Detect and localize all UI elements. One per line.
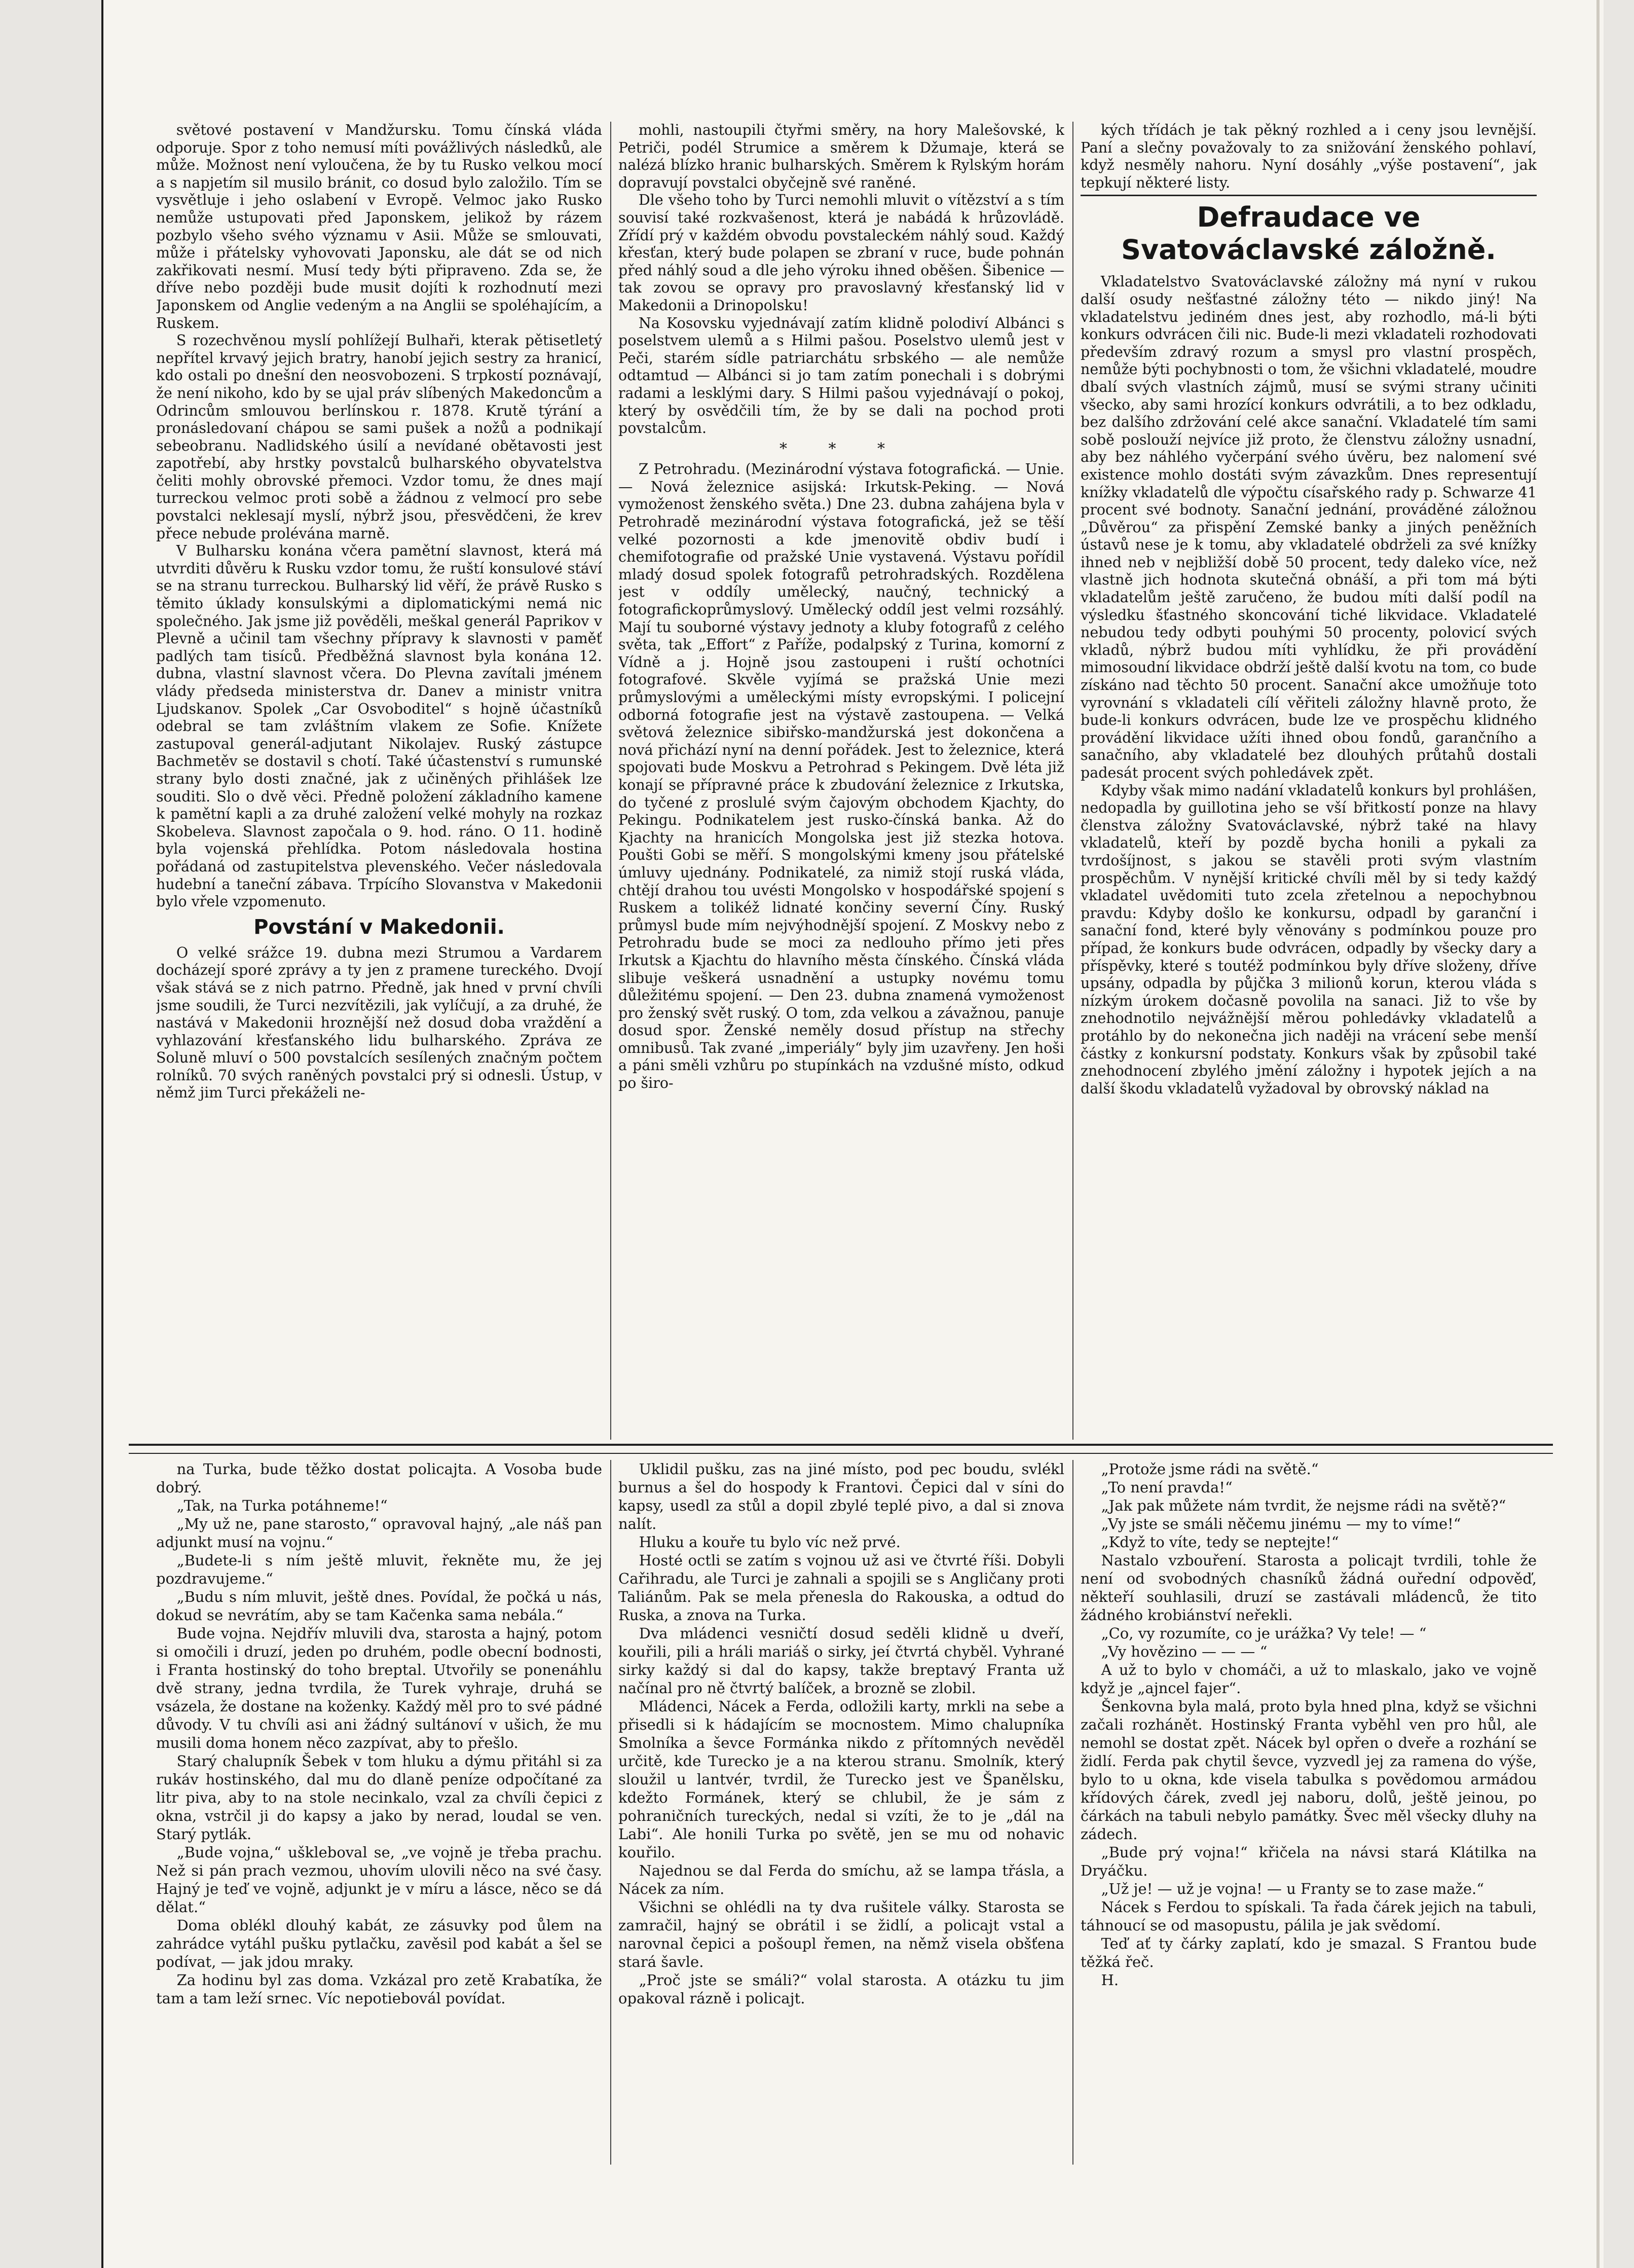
upper-column-1 — [156, 122, 602, 1442]
paragraph: Nácek s Ferdou to spískali. Ta řada čárek jejich na tabuli, táhnoucí se od masopustu, pálila je jak svědomí. — [1081, 1898, 1537, 1934]
feuilleton-column-2 — [618, 1460, 1064, 2165]
column-divider — [1072, 1460, 1073, 2165]
paragraph: „Jak pak můžete nám tvrdit, že nejsme rádi na světě?“ — [1101, 1497, 1506, 1514]
paragraph: Hosté octli se zatím s vojnou už asi ve čtvrté říši. Dobyli Cařihradu, ale Turci je zahnali a spojili se s Angličany proti Taliánům. Pak se mela přenesla do Rakouska, a odtud do Ruska, a znova na Turka. — [618, 1552, 1064, 1624]
paragraph: Najednou se dal Ferda do smíchu, až se lampa třásla, a Nácek za ním. — [618, 1862, 1064, 1897]
paragraph: na Turka, bude těžko dostat policajta. A Vosoba bude dobrý. — [156, 1460, 602, 1496]
paragraph: Všichni se ohlédli na ty dva rušitele války. Starosta se zamračil, hajný se obrátil i se židlí, a policajt vstal a narovnal čepici a pošoupl řemen, na němž visela obšťena stará šavle. — [618, 1898, 1064, 1970]
paragraph: „Budete-li s ním ještě mluvit, řekněte mu, že jej pozdravujeme.“ — [156, 1552, 602, 1587]
paragraph: Za hodinu byl zas doma. Vzkázal pro zetě Krabatíka, že tam a tam leží srnec. Víc nepotiebovál povídat. — [156, 1971, 602, 2007]
paragraph: „Už je! — už je vojna! — u Franty se to zase maže.“ — [1101, 1880, 1484, 1897]
column-divider — [1072, 122, 1073, 1440]
paragraph: světové postavení v Mandžursku. Tomu čínská vláda odporuje. Spor z toho nemusí míti povážlivých následků, ale může. Možnost není vyloučena, že by tu Rusko velkou mocí a s napjetím sil musilo bránit, co dosud bylo založilo. Tím se vysvětluje i jeho oslabení v Evropě. Velmoc jako Rusko nemůže ustupovati před Japonskem, jelikož by rázem pozbylo všeho svého významu v Asii. Může se smlouvati, může i přátelsky vyhovovati Japonsku, ale dát se od nich zakřikovati nesmí. Musí tedy býti připraveno. Zda se, že dříve nebo později bude musit dojíti k rozhodnutí mezi Japonskem od Anglie vedeným a na Anglii se spoléhajícím, a Ruskem. — [156, 122, 602, 332]
paragraph: Kdyby však mimo nadání vkladatelů konkurs byl prohlášen, nedopadla by guillotina jeho se vší břitkostí ponze na hlavy členstva záložny Svatováclavské, nýbrž také na hlavy vkladatelů, kteří by pozdě bycha honili a pykali za tvrdošíjnost, s jakou se stavěli proti svým vlastním prospěchům. V nynější kritické chvíli měl by si tedy každý vkladatel uvědomiti tuto zcela zřetelnou a nepochybnou pravdu: Kdyby došlo ke konkursu, odpadl by garanční i sanační fond, které byly věnovány s podmínkou pouze pro případ, že konkurs bude odvrácen, odpadly by všecky dary a příspěvky, které s toutéž podmínkou byly dříve složeny, dříve upsány, odpadla by půjčka 3 milionů korun, kterou vláda s nízkým úrokem dočasně povolila na sanaci. Již to vše by znehodnotilo nejvážnější měrou pohledávky vkladatelů a protáhlo by do nekonečna jich naději na vrácení sebe menší částky z konkursní podstaty. Konkurs však by způsobil také znehodnocení zbylého jmění záložny i hypotek jejích a na další škodu vkladatelů vyžadoval by obrovský náklad na — [1081, 782, 1537, 1097]
paragraph: Nastalo vzbouření. Starosta a policajt tvrdili, tohle že není od svobodných chasníků žádná ouřední odpověď, někteří souhlasili, druzí se zastávali mládenců, že tito žádného krobiánství neřekli. — [1081, 1552, 1537, 1624]
heading-rule — [1081, 195, 1537, 196]
column-divider — [610, 122, 611, 1440]
paragraph: Dva mládenci vesničtí dosud seděli klidně u dveří, kouřili, pili a hráli mariáš o sirky, jeí čtvrtá chyběl. Vyhrané sirky každý si dal do kapsy, takže breptavý Franta už načínal pro ně čtvrtý balíček, a brozně se zlobil. — [618, 1625, 1064, 1697]
paragraph: „Bude vojna,“ uškleboval se, „ve vojně je třeba prachu. Než si pán prach vezmou, uhovím ulovili něco na své časy. Hajný je teď ve vojně, adjunkt je v míru a lásce, něco se dá dělat.“ — [156, 1844, 602, 1916]
separator-stars: * * * — [779, 440, 904, 458]
paragraph: Starý chalupník Šebek v tom hluku a dýmu přitáhl si za rukáv hostinského, dal mu do dlaně peníze odpočítané za litr piva, aby to na stole necinkalo, vzal za chvíli čepici z okna, vstrčil ji do kapsy a jako by nerad, loudal se ven. Starý pytlák. — [156, 1752, 602, 1843]
paragraph: „Když to víte, tedy se neptejte!“ — [1101, 1533, 1339, 1551]
paragraph: „Protože jsme rádi na světě.“ — [1101, 1460, 1319, 1478]
column-divider — [610, 1460, 611, 2165]
paragraph: A už to bylo v chomáči, a už to mlaskalo, jako ve vojně když je „ajncel fajer“. — [1081, 1661, 1537, 1697]
paragraph: Hluku a kouře tu bylo víc než prvé. — [639, 1533, 901, 1551]
paragraph: Vkladatelstvo Svatováclavské záložny má nyní v rukou další osudy nešťastné záložny této — nikdo jiný! Na vkladatelstvu jediném dnes jest, aby rozhodlo, má-li býti konkurs odvrácen čili nic. Bude-li mezi vkladateli rozhodovati především zdravý rozum a smysl pro vlastní prospěch, nemůže býti pochybnosti o tom, že všichni vkladatelé, moudre dbalí svých vlastních zájmů, musí se svými strany učiniti všecko, aby sami hrozící konkurs odvrátili, a to bez odkladu, bez dalšího zdržování celé akce sanační. Vkladatelé tím sami sobě poslouží nejvíce již proto, že členstvu záložny usnadní, aby bez náhlého vyčerpání svého úvěru, bez nalomení své existence mohlo dostáti svým závazkům. Dnes representují knížky vkladatelů dle výpočtu císařského rady p. Schwarze 41 procent své bodnoty. Sanační jednání, prováděné záložnou „Důvěrou“ za přispění Zemské banky a jiných peněžních ústavů nese je k tomu, aby vkladatelé obdrželi za své knížky ihned neb v nejbližší době 50 procent, tedy daleko více, než vlastně jich hodnota skutečná obnáší, a při tom má býti vkladatelům ještě zaručeno, že budou míti další podíl na výsledku šťastného skoncování tiché likvidace. Vkladatelé nebudou tedy odbyti pouhými 50 procenty, polovicí svých vkladů, nýbrž budou míti vyhlídku, že při provádění mimosoudní likvidace obdrží ještě další kvotu na tom, co bude získáno nad těchto 50 procent. Sanační akce umožňuje toto vyrovnání s vkladateli cílí věřiteli záložny hlavně proto, že bude-li konkurs odvrácen, bude lze ve prospěchu klidného provádění likvidace užíti ihned obou fondů, garančního a sanačního, aby vkladatelé bez dlouhých průtahů dostali padesát procent svých pohledávek zpět. — [1081, 273, 1537, 781]
paragraph: Bude vojna. Nejdřív mluvili dva, starosta a hajný, potom si omočili i druzí, jeden po druhém, podle obecní bodnosti, i Franta hostinský do toho breptal. Utvořily se ponenáhlu dvě strany, jedna tvrdila, že Turek vyhraje, druhá se vsázela, že dostane na koženky. Každý měl pro to své pádné důvody. V tu chvíli asi ani žádný sultánoví v ušich, že mu musili doma honem něco zazpívat, aby to přešlo. — [156, 1625, 602, 1751]
section-heading: Povstání v Makedonii. — [253, 915, 505, 939]
feuilleton-column-3 — [1081, 1460, 1537, 2165]
feuilleton-column-1 — [156, 1460, 602, 2165]
paragraph: „Budu s ním mluvit, ještě dnes. Povídal, že počká u nás, dokud se nevrátím, aby se tam Kačenka sama nebála.“ — [156, 1588, 602, 1624]
paragraph: Teď ať ty čárky zaplatí, kdo je smazal. S Frantou bude těžká řeč. — [1081, 1935, 1537, 1970]
paragraph: Šenkovna byla malá, proto byla hned plna, když se všichni začali rozhánět. Hostinský Franta vyběhl ven pro hůl, ale nemohl se dostat zpět. Nácek byl opřen o dveře a rozhání se židlí. Ferda pak chytil ševce, vyzvedl jej za ramena do výše, bylo to u okna, kde visela tabulka s povědomou armádou křídových čárek, zvedl jej naboru, dolů, ještě jeinou, po čárkách na tabuli nebylo památky. Švec měl všecky dluhy na zádech. — [1081, 1698, 1537, 1843]
upper-column-2 — [618, 122, 1064, 1442]
paragraph: „Co, vy rozumíte, co je urážka? Vy tele! — “ — [1101, 1625, 1427, 1642]
author-signature: H. — [1101, 1971, 1119, 1989]
paragraph: „Vy jste se smáli něčemu jinému — my to víme!“ — [1101, 1515, 1461, 1532]
paragraph: Doma oblékl dlouhý kabát, ze zásuvky pod ůlem na zahrádce vytáhl pušku pytlačku, zavěsil pod kabát a šel se podívat, — jak jdou mraky. — [156, 1917, 602, 1970]
article-heading: Defraudace ve Svatováclavské záložně. — [1121, 201, 1496, 266]
paragraph: S rozechvěnou myslí pohlížejí Bulhaři, kterak pětisetletý nepřítel krvavý jejich bratry, hanobí jejich sestry za hranicí, kdo ostali po dnešní den neosvobozeni. S trpkostí poznávají, že není nikoho, kdo by se ujal práv slíbených Makedoncům a Odrincům smlouvou berlínskou r. 1878. Krutě týrání a pronásledovaní chápou se sami pušek a nožů a podnikají sebeobranu. Nadlidského úsilí a nevídané obětavosti jest zapotřebí, aby hrstky povstalců bulharského obyvatelstva čeliti mohly obrovské přemoci. Vzdor tomu, že dnes mají turreckou velmoc proti sobě a žádnou z velmocí pro sebe povstalci neklesají myslí, nýbrž jsou, přesvědčeni, že krev přece nebude prolévána marně. — [156, 332, 602, 542]
paragraph: Dle všeho toho by Turci nemohli mluvit o vítězství a s tím souvisí také rozkvašenost, která je nabádá k hrůzovládě. Zřídí prý v každém obvodu povstaleckém náhlý soud. Každý křesťan, který bude polapen se zbraní v ruce, bude pohnán před náhlý soud a dle jeho výroku ihned oběšen. Šibenice — tak zovou se opravy pro pravoslavný křesťanský lid v Makedonii a Drinopolsku! — [618, 192, 1064, 314]
paragraph: V Bulharsku konána včera pamětní slavnost, která má utvrditi důvěru k Rusku vzdor tomu, že ruští konsulové stáví se na stranu turreckou. Bulharský lid věří, že právě Rusko s těmito úklady konsulskými a diplomatickými nemá nic společného. Jak jsme již pověděli, meškal generál Paprikov v Plevně a učinil tam všechny přípravy k slavnosti v paměť padlých tam tisíců. Předběžná slavnost byla konána 12. dubna, vlastní slavnost včera. Do Plevna zavítali jménem vlády předseda ministerstva dr. Danev a ministr vnitra Ljudskanov. Spolek „Car Osvoboditel“ s hojně účastníků odebral se tam zvláštním vlakem ze Sofie. Knížete zastupoval generál-adjutant Nikolajev. Ruský zástupce Bachmetěv se dostavil s chotí. Také účastenství s rumunské strany bylo dosti značné, jak z učiněných přihlášek lze souditi. Slo o dvě věci. Předně položení základního kamene k pamětní kapli a za druhé založení velké mohyly na rozkaz Skobeleva. Slavnost započala o 9. hod. ráno. O 11. hodině byla vojenská přehlídka. Potom následovala hostina pořádaná od zastupitelstva plevenského. Večer následovala hudební a taneční zábava. Trpícího Slovanstva v Makedonii bylo vřele vzpomenuto. — [156, 542, 602, 910]
paragraph: „Vy hovězino — — — “ — [1101, 1643, 1268, 1660]
feuilleton-separator — [129, 1444, 1553, 1454]
paragraph: mohli, nastoupili čtyřmi směry, na hory Malešovské, k Petriči, podél Strumice a směrem k Džumaje, která se nalézá blízko hranic bulharských. Směrem k Rylským horám dopravují povstalci obyčejně své raněné. — [618, 122, 1064, 191]
paragraph: O velké srážce 19. dubna mezi Strumou a Vardarem docházejí sporé zprávy a ty jen z pramene tureckého. Dvojí však stává se z nich patrno. Předně, jak hned v první chvíli jsme soudili, že Turci nezvítězili, jak vylíčují, a za druhé, že nastává v Makedonii hroznější než dosud doba vraždění a vyhlazování křesťanského lidu bulharského. Zpráva ze Soluně mluví o 500 povstalcích sesílených značným počtem rolníků. 70 svých raněných povstalci prý si odnesli. Ústup, v němž jim Turci překáželi ne- — [156, 944, 602, 1102]
paragraph: „Tak, na Turka potáhneme!“ — [176, 1497, 388, 1514]
paragraph: kých třídách je tak pěkný rozhled a i ceny jsou levnější. Paní a slečny považovaly to za snižování ženského pohlaví, když nesměly nahoru. Nyní dosáhly „výše postavení“, jak tepkují některé listy. — [1081, 122, 1537, 191]
paragraph: „To není pravda!“ — [1101, 1479, 1233, 1496]
paragraph: „My už ne, pane starosto,“ opravoval hajný, „ale náš pan adjunkt musí na vojnu.“ — [156, 1515, 602, 1551]
paragraph: Z Petrohradu. (Mezinárodní výstava fotografická. — Unie. — Nová železnice asijská: Irkutsk-Peking. — Nová vymoženost ženského světa.) Dne 23. dubna zahájena byla v Petrohradě mezinárodní výstava fotografická, jež se těší velké pozornosti a kde jmenovitě obdiv budí i chemifotografie od pražské Unie vystavená. Výstavu pořídil mladý dosud spolek fotografů petrohradských. Rozdělena jest v oddíly umělecký, naučný, technický a fotografickoprůmyslový. Umělecký oddíl jest velmi rozsáhlý. Mají tu souborné výstavy jednoty a kluby fotografů z celého světa, tak „Effort“ z Paříže, podalpský z Turina, komorní z Vídně a j. Hojně jsou zastoupeni i ruští ochotníci fotografové. Skvěle vyjímá se pražská Unie mezi průmyslovými a uměleckými místy evropskými. I policejní odborná fotografie jest na výstavě zastoupena. — Velká světová železnice sibiřsko-mandžurská jest dokončena a nová přichází nyní na denní pořádek. Jest to železnice, která spojovati bude Moskvu a Petrohrad s Pekingem. Dvě léta již konají se přípravné práce k zbudování železnice z Irkutska, do tyčené z proslulé svým čajovým obchodem Kjachty, do Pekingu. Podnikatelem jest rusko-čínská banka. Až do Kjachty na hranicích Mongolska jest již stezka hotova. Poušti Gobi se měří. S mongolskými kmeny jsou přátelské úmluvy ujednány. Podnikatelé, za nimiž stojí ruská vláda, chtějí drahou tou uvésti Mongolsko v hospodářské spojení s Ruskem a tolikéž lidnaté končiny severní Číny. Ruský průmysl bude mím nejvýhodnější spojení. Z Moskvy nebo z Petrohradu bude se moci za nedlouho přímo jeti přes Irkutsk a Kjachtu do hlavního města čínského. Čínská vláda slibuje veškerá usnadnění a ustupky novému tomu důležitému spojení. — Den 23. dubna znamená vymoženost pro ženský svět ruský. O tom, zda velkou a závažnou, panuje dosud spor. Ženské neměly dosud přístup na střechy omnibusů. Tak zvané „imperiály“ byly jim uzavřeny. Jen hoši a páni směli vzhůru po stupínkách na vzdušné místo, odkud po širo- — [618, 461, 1064, 1092]
upper-column-3 — [1081, 122, 1537, 1442]
paragraph: Mládenci, Nácek a Ferda, odložili karty, mrkli na sebe a přisedli si k hádajícím se mocnostem. Mimo chalupníka Smolníka a ševce Formánka nikdo z přítomných nevěděl určitě, kde Turecko je a na kterou stranu. Smolník, který sloužil u lantvér, tvrdil, že Turecko jest ve Španělsku, kdežto Formánek, který se chlubil, že je sám z pohraničních tureckých, nedal si vzíti, že to je „dál na Labi“. Ale honili Turka po světě, jen se mu od nohavic kouřilo. — [618, 1698, 1064, 1861]
paragraph: „Bude prý vojna!“ křičela na návsi stará Klátilka na Dryáčku. — [1081, 1844, 1537, 1879]
paragraph: „Proč jste se smáli?“ volal starosta. A otázku tu jim opakoval rázně i policajt. — [618, 1971, 1064, 2007]
paragraph: Na Kosovsku vyjednávají zatím klidně polodiví Albánci s poselstvem ulemů a s Hilmi pašou. Poselstvo ulemů jest v Peči, starém sídle patriarchátu srbského — ale nemůže odtamtud — Albánci si jo tam zatím ponechali i s dobrými radami a lesklými dary. S Hilmi pašou vyjednávají o pokoj, který by osvědčili tím, že by se dali na pochod proti povstalcům. — [618, 314, 1064, 437]
paragraph: Uklidil pušku, zas na jiné místo, pod pec boudu, svlékl burnus a šel do hospody k Frantovi. Čepici dal v síni do kapsy, usedl za stůl a dopil zbylé teplé pivo, a dal si znova nalít. — [618, 1460, 1064, 1532]
newspaper-page — [101, 0, 1604, 2268]
